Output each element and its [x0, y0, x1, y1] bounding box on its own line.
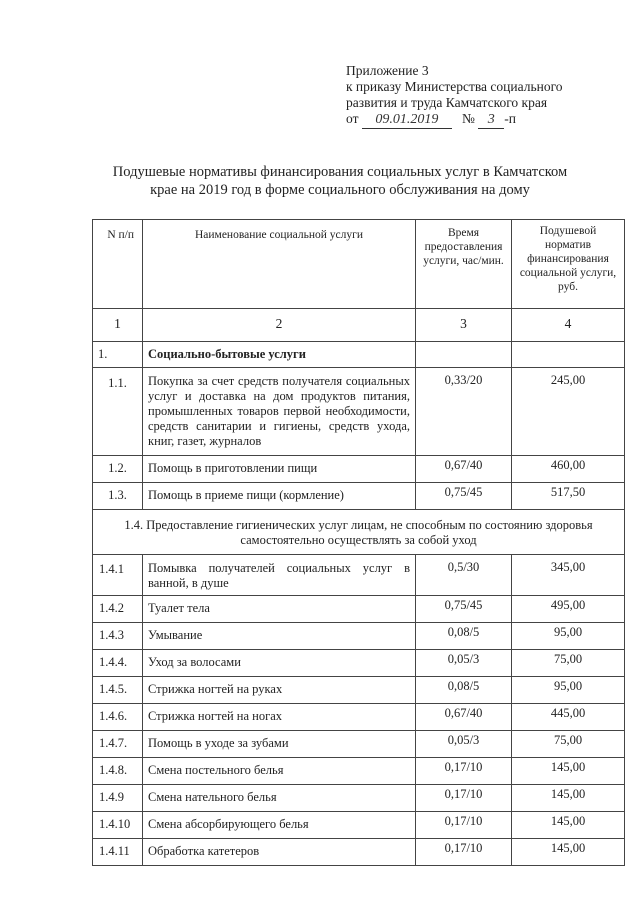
appendix-ministry-line: развития и труда Камчатского края: [346, 95, 548, 110]
subsection-row: [93, 510, 625, 555]
row-cost: 95,00: [512, 677, 625, 703]
row-num: 1.2.: [93, 456, 143, 482]
table-row: [93, 368, 625, 456]
table-row: [93, 623, 625, 650]
row-cost: 517,50: [512, 483, 625, 509]
row-num: 1.1.: [93, 368, 143, 455]
row-service-name: Стрижка ногтей на руках: [143, 677, 416, 703]
row-num: 1.3.: [93, 483, 143, 509]
row-service-name: Помывка получателей социальных услуг в ванной, в душе: [143, 555, 416, 595]
row-num: 1.4.6.: [93, 704, 143, 730]
row-service-name: Уход за волосами: [143, 650, 416, 676]
table-row: [93, 456, 625, 483]
row-num: 1.4.3: [93, 623, 143, 649]
table-row: [93, 758, 625, 785]
row-service-name: Смена постельного белья: [143, 758, 416, 784]
row-service-name: Помощь в приготовлении пищи: [143, 456, 416, 482]
header-num: N п/п: [93, 220, 143, 308]
row-time: 0,17/10: [416, 812, 512, 838]
row-num: 1.4.1: [93, 555, 143, 595]
norms-table: [92, 219, 625, 866]
row-time: 0,5/30: [416, 555, 512, 595]
row-time: 0,08/5: [416, 677, 512, 703]
row-service-name: Смена абсорбирующего белья: [143, 812, 416, 838]
table-row: [93, 704, 625, 731]
row-time: 0,17/10: [416, 839, 512, 865]
row-num: 1.4.7.: [93, 731, 143, 757]
row-time: 0,75/45: [416, 596, 512, 622]
appendix-date-line: [346, 111, 563, 129]
row-cost: 145,00: [512, 758, 625, 784]
table-row: [93, 839, 625, 866]
table-row: [93, 812, 625, 839]
row-time: 0,17/10: [416, 758, 512, 784]
row-service-name: Стрижка ногтей на ногах: [143, 704, 416, 730]
row-cost: 145,00: [512, 839, 625, 865]
row-time: 0,08/5: [416, 623, 512, 649]
column-number-row: [93, 309, 625, 342]
number-prefix: №: [461, 111, 475, 126]
title-line-2: крае на 2019 год в форме социального обслуживания на дому: [150, 182, 530, 198]
header-cost: Подушевой норматив финансирования социальной услуги, руб.: [512, 220, 625, 308]
table-row: [93, 555, 625, 596]
row-cost: 345,00: [512, 555, 625, 595]
row-num: 1.4.5.: [93, 677, 143, 703]
row-time: 0,05/3: [416, 731, 512, 757]
row-time: 0,67/40: [416, 456, 512, 482]
row-time: 0,75/45: [416, 483, 512, 509]
header-service-name: Наименование социальной услуги: [143, 220, 416, 308]
col-number-4: 4: [512, 309, 625, 341]
row-num: 1.4.4.: [93, 650, 143, 676]
table-row: [93, 785, 625, 812]
handwritten-date: 09.01.2019: [362, 112, 452, 129]
appendix-order-line: к приказу Министерства социального: [346, 79, 563, 94]
subsection-title: 1.4. Предоставление гигиенических услуг лицам, не способным по состоянию здоровья самостоятельно осуществлять за собой уход: [93, 510, 625, 554]
row-service-name: Обработка катетеров: [143, 839, 416, 865]
row-cost: 460,00: [512, 456, 625, 482]
row-num: 1.4.8.: [93, 758, 143, 784]
col-number-2: 2: [143, 309, 416, 341]
row-num: 1.4.2: [93, 596, 143, 622]
table-row: [93, 483, 625, 510]
row-time: 0,05/3: [416, 650, 512, 676]
date-prefix: от: [346, 111, 359, 126]
table-row: [93, 677, 625, 704]
row-service-name: Покупка за счет средств получателя социальных услуг и доставка на дом продуктов питания, промышленных товаров первой необходимости, средств санитарии и гигиены, средств ухода, книг, газет, журналов: [143, 368, 416, 455]
row-time: 0,67/40: [416, 704, 512, 730]
col-number-1: 1: [93, 309, 143, 341]
row-cost: 245,00: [512, 368, 625, 455]
row-num: 1.4.10: [93, 812, 143, 838]
section-cost: [512, 342, 625, 367]
row-cost: 145,00: [512, 812, 625, 838]
row-service-name: Помощь в уходе за зубами: [143, 731, 416, 757]
appendix-header: [346, 63, 563, 129]
row-cost: 75,00: [512, 731, 625, 757]
row-service-name: Помощь в приеме пищи (кормление): [143, 483, 416, 509]
col-number-3: 3: [416, 309, 512, 341]
section-num: 1.: [93, 342, 143, 367]
section-row: [93, 342, 625, 368]
handwritten-number: 3: [478, 112, 504, 129]
table-header-row: [93, 220, 625, 309]
row-service-name: Туалет тела: [143, 596, 416, 622]
number-suffix: -п: [504, 111, 516, 126]
row-cost: 145,00: [512, 785, 625, 811]
table-row: [93, 731, 625, 758]
row-cost: 75,00: [512, 650, 625, 676]
row-cost: 495,00: [512, 596, 625, 622]
table-row: [93, 650, 625, 677]
row-cost: 95,00: [512, 623, 625, 649]
row-service-name: Смена нательного белья: [143, 785, 416, 811]
title-line-1: Подушевые нормативы финансирования социальных услуг в Камчатском: [112, 164, 568, 180]
row-time: 0,33/20: [416, 368, 512, 455]
section-name: Социально-бытовые услуги: [143, 342, 416, 367]
row-num: 1.4.11: [93, 839, 143, 865]
row-cost: 445,00: [512, 704, 625, 730]
section-time: [416, 342, 512, 367]
table-row: [93, 596, 625, 623]
row-num: 1.4.9: [93, 785, 143, 811]
row-time: 0,17/10: [416, 785, 512, 811]
document-title: [60, 163, 620, 199]
header-time: Время предоставления услуги, час/мин.: [416, 220, 512, 308]
row-service-name: Умывание: [143, 623, 416, 649]
appendix-title: Приложение 3: [346, 63, 429, 78]
